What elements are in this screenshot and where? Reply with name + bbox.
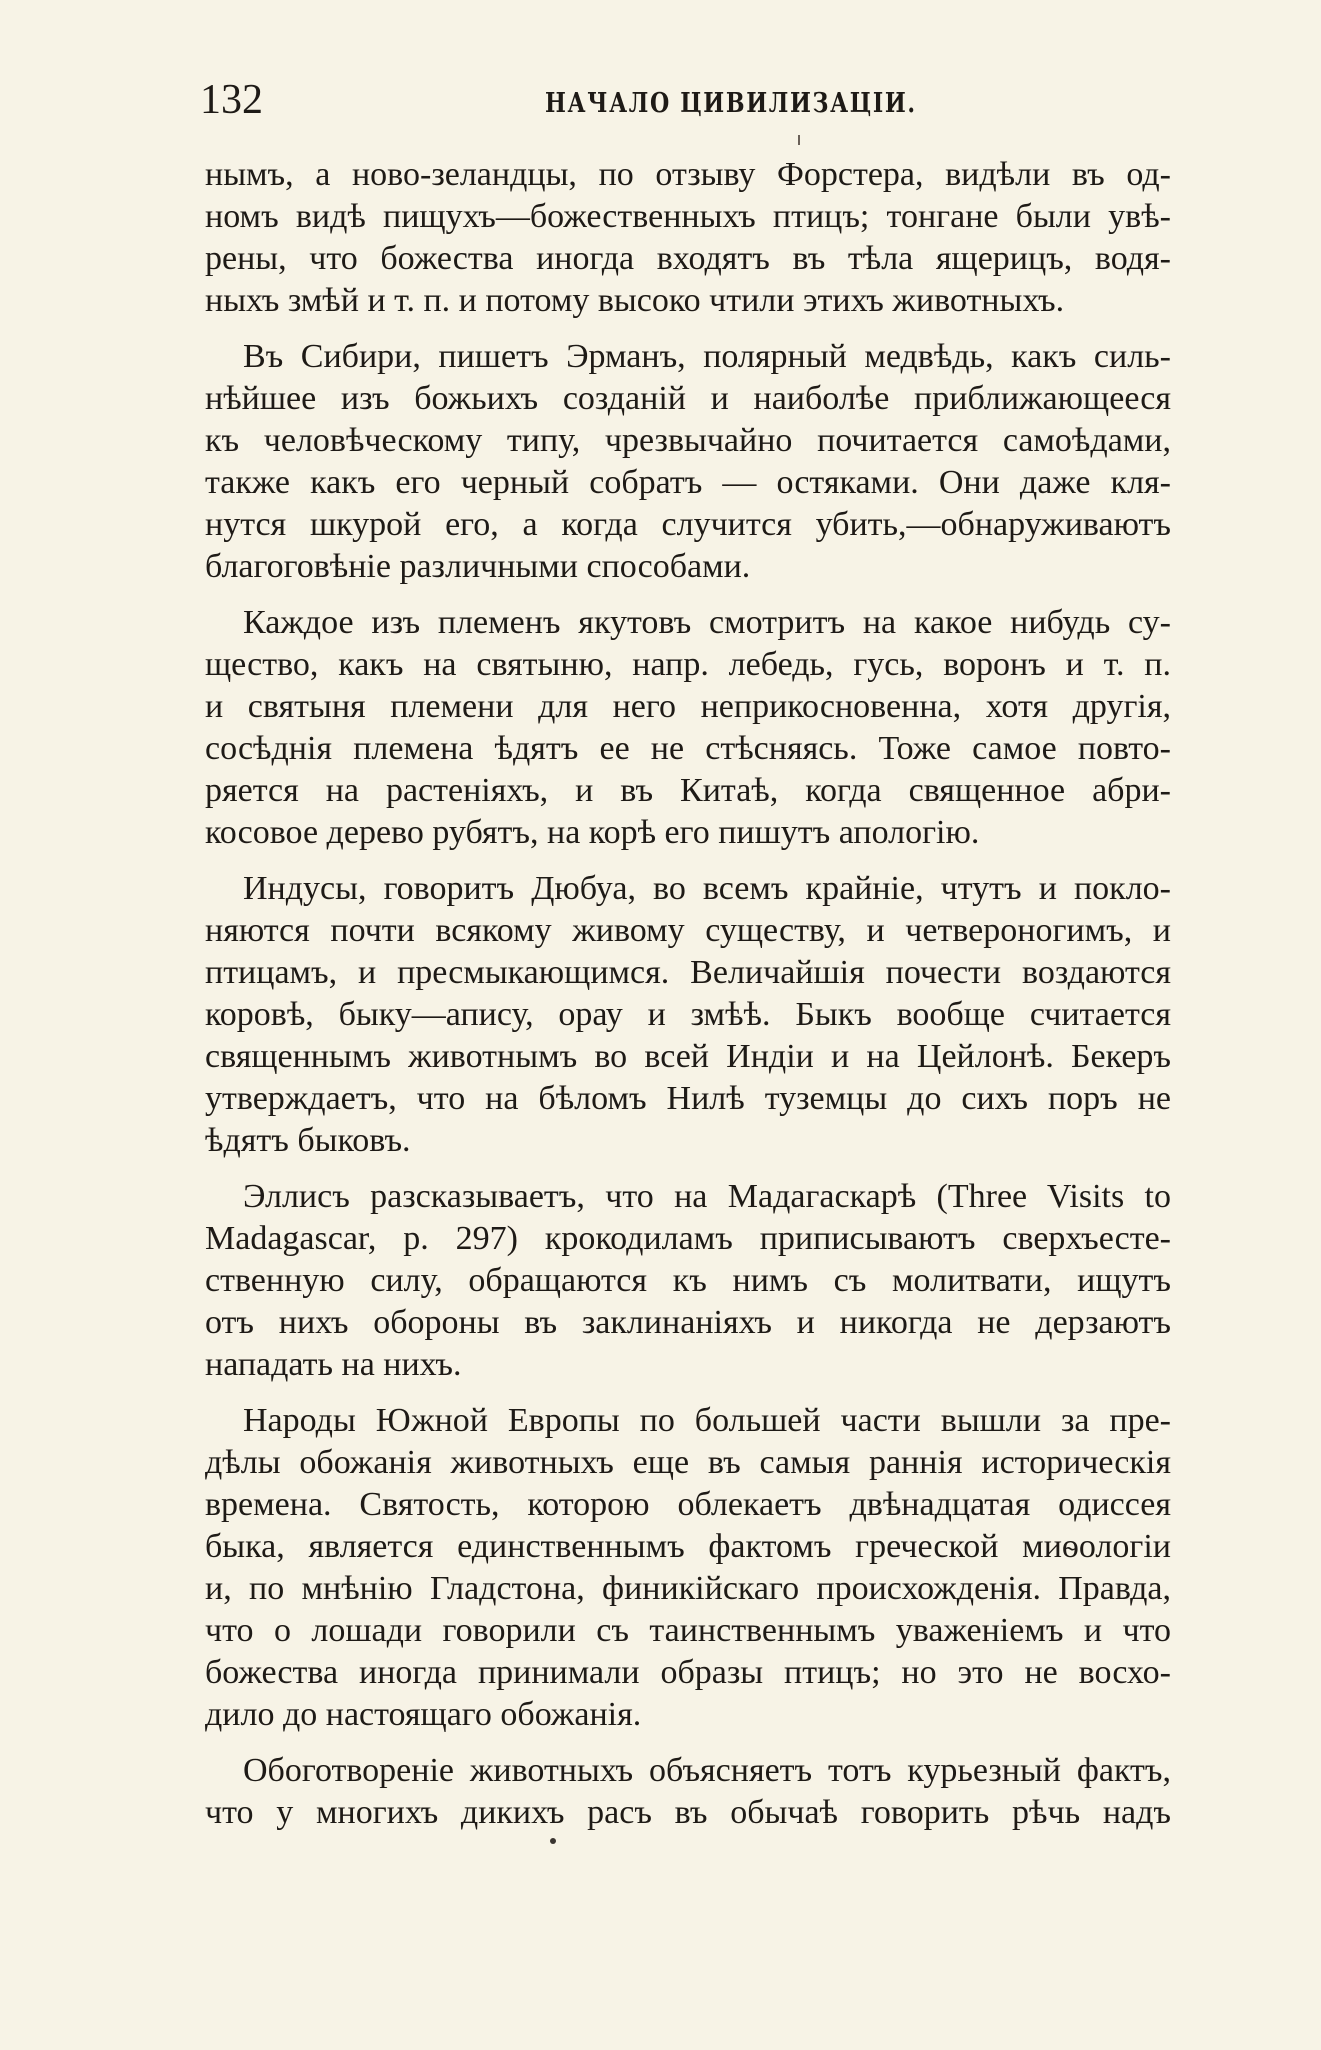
text-line: дило до настоящаго обожанія. bbox=[205, 1696, 642, 1733]
text-line: дѣлы обожанія животныхъ еще въ самыя раннія историческія bbox=[205, 1444, 1171, 1481]
text-line: ряется на растеніяхъ, и въ Китаѣ, когда священное абри- bbox=[205, 772, 1171, 809]
text-line: Въ Сибири, пишетъ Эрманъ, полярный медвѣдь, какъ силь- bbox=[243, 338, 1171, 375]
text-line: также какъ его черный собратъ — остяками. Они даже кля- bbox=[205, 464, 1171, 501]
text-line: номъ видѣ пищухъ—божественныхъ птицъ; тонгане были увѣ- bbox=[205, 198, 1171, 235]
text-line: ныхъ змѣй и т. п. и потому высоко чтили этихъ животныхъ. bbox=[205, 282, 1065, 319]
paragraph bbox=[205, 868, 1171, 1162]
text-line: нѣйшее изъ божьихъ созданій и наиболѣе приближающееся bbox=[205, 380, 1171, 417]
text-line: времена. Святость, которою облекаетъ двѣнадцатая одиссея bbox=[205, 1486, 1171, 1523]
text-line: косовое дерево рубятъ, на корѣ его пишутъ апологію. bbox=[205, 814, 980, 851]
text-line: и святыня племени для него неприкосновенна, хотя другія, bbox=[205, 688, 1171, 725]
text-line: нутся шкурой его, а когда случится убить,—обнаруживаютъ bbox=[205, 506, 1171, 543]
ink-mark bbox=[798, 135, 800, 145]
paragraph bbox=[205, 1750, 1171, 1834]
page-header bbox=[200, 72, 1170, 132]
text-line: Каждое изъ племенъ якутовъ смотритъ на какое нибудь су- bbox=[243, 604, 1171, 641]
text-line: нападать на нихъ. bbox=[205, 1346, 462, 1383]
running-head: НАЧАЛО ЦИВИЛИЗАЦІИ. bbox=[545, 88, 917, 119]
text-line: птицамъ, и пресмыкающимся. Величайшія почести воздаются bbox=[205, 954, 1171, 991]
text-line: Индусы, говоритъ Дюбуа, во всемъ крайніе, чтутъ и покло- bbox=[243, 870, 1171, 907]
text-line: божества иногда принимали образы птицъ; но это не восхо- bbox=[205, 1654, 1171, 1691]
body-text bbox=[205, 154, 1171, 1848]
text-line: сосѣднія племена ѣдятъ ее не стѣсняясь. Тоже самое повто- bbox=[205, 730, 1171, 767]
text-line: Madagascar, p. 297) крокодиламъ приписываютъ сверхъесте- bbox=[205, 1220, 1171, 1257]
text-line: благоговѣніе различными способами. bbox=[205, 548, 751, 585]
ink-dot bbox=[550, 1838, 556, 1844]
text-line: Эллисъ разсказываетъ, что на Мадагаскарѣ (Three Visits to bbox=[243, 1178, 1171, 1215]
text-line: быка, является единственнымъ фактомъ греческой миѳологіи bbox=[205, 1528, 1171, 1565]
text-line: священнымъ животнымъ во всей Индіи и на Цейлонѣ. Бекеръ bbox=[205, 1038, 1171, 1075]
text-line: рены, что божества иногда входятъ въ тѣла ящерицъ, водя- bbox=[205, 240, 1171, 277]
page-number: 132 bbox=[200, 77, 263, 123]
text-line: Народы Южной Европы по большей части вышли за пре- bbox=[243, 1402, 1171, 1439]
paragraph bbox=[205, 602, 1171, 854]
text-line: отъ нихъ обороны въ заклинаніяхъ и никогда не дерзаютъ bbox=[205, 1304, 1171, 1341]
paragraph bbox=[205, 1176, 1171, 1386]
text-line: и, по мнѣнію Гладстона, финикійскаго происхожденія. Правда, bbox=[205, 1570, 1171, 1607]
text-line: что о лошади говорили съ таинственнымъ уваженіемъ и что bbox=[205, 1612, 1171, 1649]
text-line: утверждаетъ, что на бѣломъ Нилѣ туземцы до сихъ поръ не bbox=[205, 1080, 1171, 1117]
text-line: что у многихъ дикихъ расъ въ обычаѣ говорить рѣчь надъ bbox=[205, 1794, 1171, 1831]
text-line: Обоготвореніе животныхъ объясняетъ тотъ курьезный фактъ, bbox=[243, 1752, 1171, 1789]
text-line: коровѣ, быку—апису, орау и змѣѣ. Быкъ вообще считается bbox=[205, 996, 1171, 1033]
paragraph bbox=[205, 336, 1171, 588]
text-line: къ человѣческому типу, чрезвычайно почитается самоѣдами, bbox=[205, 422, 1171, 459]
text-line: нымъ, а ново-зеландцы, по отзыву Форстера, видѣли въ од- bbox=[205, 156, 1171, 193]
text-line: ственную силу, обращаются къ нимъ съ молитвати, ищутъ bbox=[205, 1262, 1171, 1299]
text-line: няются почти всякому живому существу, и четвероногимъ, и bbox=[205, 912, 1171, 949]
text-line: щество, какъ на святыню, напр. лебедь, гусь, воронъ и т. п. bbox=[205, 646, 1171, 683]
paragraph bbox=[205, 154, 1171, 322]
text-line: ѣдятъ быковъ. bbox=[205, 1122, 411, 1159]
paragraph bbox=[205, 1400, 1171, 1736]
